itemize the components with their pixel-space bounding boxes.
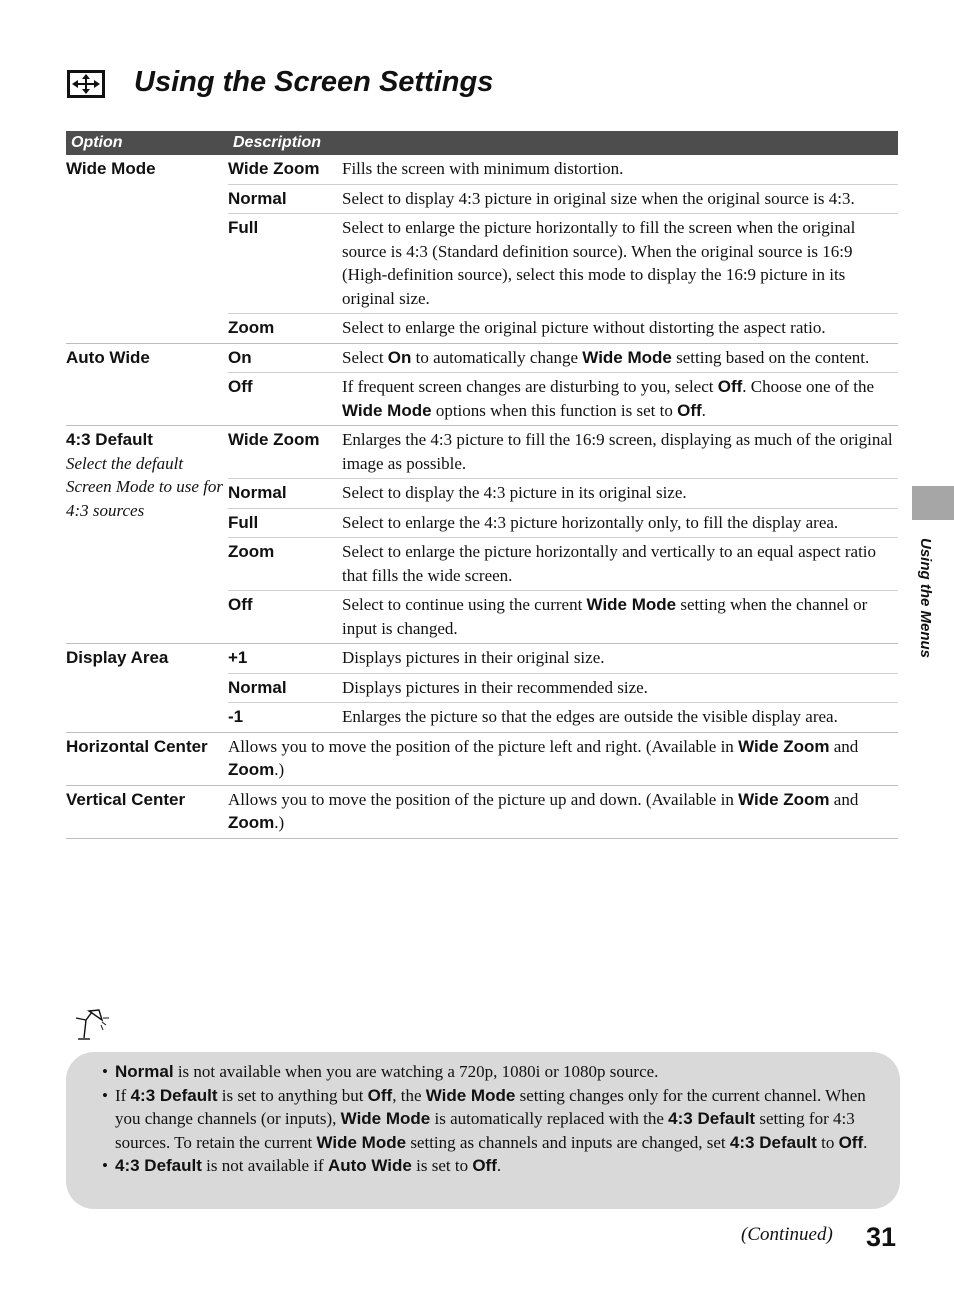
page-number: 31 [866, 1222, 897, 1252]
sub-option: -1 [228, 703, 340, 733]
sub-option: Full [228, 214, 340, 314]
sub-option: Normal [228, 479, 340, 509]
tip-lamp-icon [72, 1008, 112, 1044]
sub-option: Off [228, 591, 340, 644]
option-horizontal-center: Horizontal Center [66, 732, 228, 785]
sub-option: Zoom [228, 314, 340, 344]
table-row [66, 785, 898, 838]
option-43-default [66, 426, 228, 644]
description: Displays pictures in their original size. [340, 644, 898, 674]
sub-option: Wide Zoom [228, 426, 340, 479]
table-row [66, 426, 898, 479]
description: Enlarges the 4:3 picture to fill the 16:9 screen, displaying as much of the original image as possible. [340, 426, 898, 479]
sub-option: On [228, 343, 340, 373]
option-note: Select the default Screen Mode to use for 4:3 sources [66, 453, 224, 520]
description: Displays pictures in their recommended size. [340, 673, 898, 703]
sub-option: +1 [228, 644, 340, 674]
sub-option: Off [228, 373, 340, 426]
table-row [66, 155, 898, 184]
side-tab-label: Using the Menus [917, 538, 934, 659]
description: Select to continue using the current Wide Mode setting when the channel or input is changed. [340, 591, 898, 644]
description: Select On to automatically change Wide Mode setting based on the content. [340, 343, 898, 373]
description: Select to enlarge the picture horizontally to fill the screen when the original source is 4:3 (Standard definition source). When the original source is 16:9 (High-definition source), select this mode to display the 16:9 picture in its original size. [340, 214, 898, 314]
sub-option: Wide Zoom [228, 159, 320, 178]
description: Allows you to move the position of the picture up and down. (Available in Wide Zoom and Zoom.) [228, 785, 898, 838]
table-row [66, 644, 898, 674]
table-row [66, 732, 898, 785]
description: Select to enlarge the 4:3 picture horizontally only, to fill the display area. [340, 508, 898, 538]
table-header-row [66, 131, 898, 155]
option-wide-mode: Wide Mode [66, 159, 156, 178]
sub-option: Full [228, 508, 340, 538]
option-auto-wide: Auto Wide [66, 343, 228, 426]
settings-table [66, 131, 898, 839]
note-item: • If 4:3 Default is set to anything but Off, the Wide Mode setting changes only for the current channel. When you change channels (or inputs), Wide Mode is automatically replaced with the 4:3 Default setting for 4:3 sources. To retain the current Wide Mode setting as channels and inputs are changed, set 4:3 Default to Off. [102, 1084, 870, 1155]
option-header: Option [66, 131, 228, 155]
notes-box [66, 1052, 900, 1209]
sub-option: Normal [228, 673, 340, 703]
note-item: • 4:3 Default is not available if Auto Wide is set to Off. [102, 1154, 870, 1178]
sub-option: Zoom [228, 538, 340, 591]
option-label: 4:3 Default [66, 430, 153, 449]
description-header: Description [228, 131, 898, 155]
description: Select to enlarge the original picture without distorting the aspect ratio. [340, 314, 898, 344]
note-item: • Normal is not available when you are watching a 720p, 1080i or 1080p source. [102, 1060, 870, 1084]
option-display-area: Display Area [66, 644, 228, 733]
continued-label: (Continued) [741, 1224, 833, 1245]
description: Fills the screen with minimum distortion. [342, 159, 624, 178]
description: Select to display 4:3 picture in original size when the original source is 4:3. [340, 184, 898, 214]
description: Select to enlarge the picture horizontally and vertically to an equal aspect ratio that fills the wide screen. [340, 538, 898, 591]
description: If frequent screen changes are disturbing to you, select Off. Choose one of the Wide Mode options when this function is set to Off. [340, 373, 898, 426]
sub-option: Normal [228, 184, 340, 214]
side-tab-marker [912, 486, 954, 520]
description: Select to display the 4:3 picture in its original size. [340, 479, 898, 509]
table-row [66, 343, 898, 373]
page-title: Using the Screen Settings [134, 66, 494, 98]
screen-settings-icon [67, 70, 105, 98]
description: Allows you to move the position of the picture left and right. (Available in Wide Zoom and Zoom.) [228, 732, 898, 785]
option-vertical-center: Vertical Center [66, 785, 228, 838]
description: Enlarges the picture so that the edges are outside the visible display area. [340, 703, 898, 733]
